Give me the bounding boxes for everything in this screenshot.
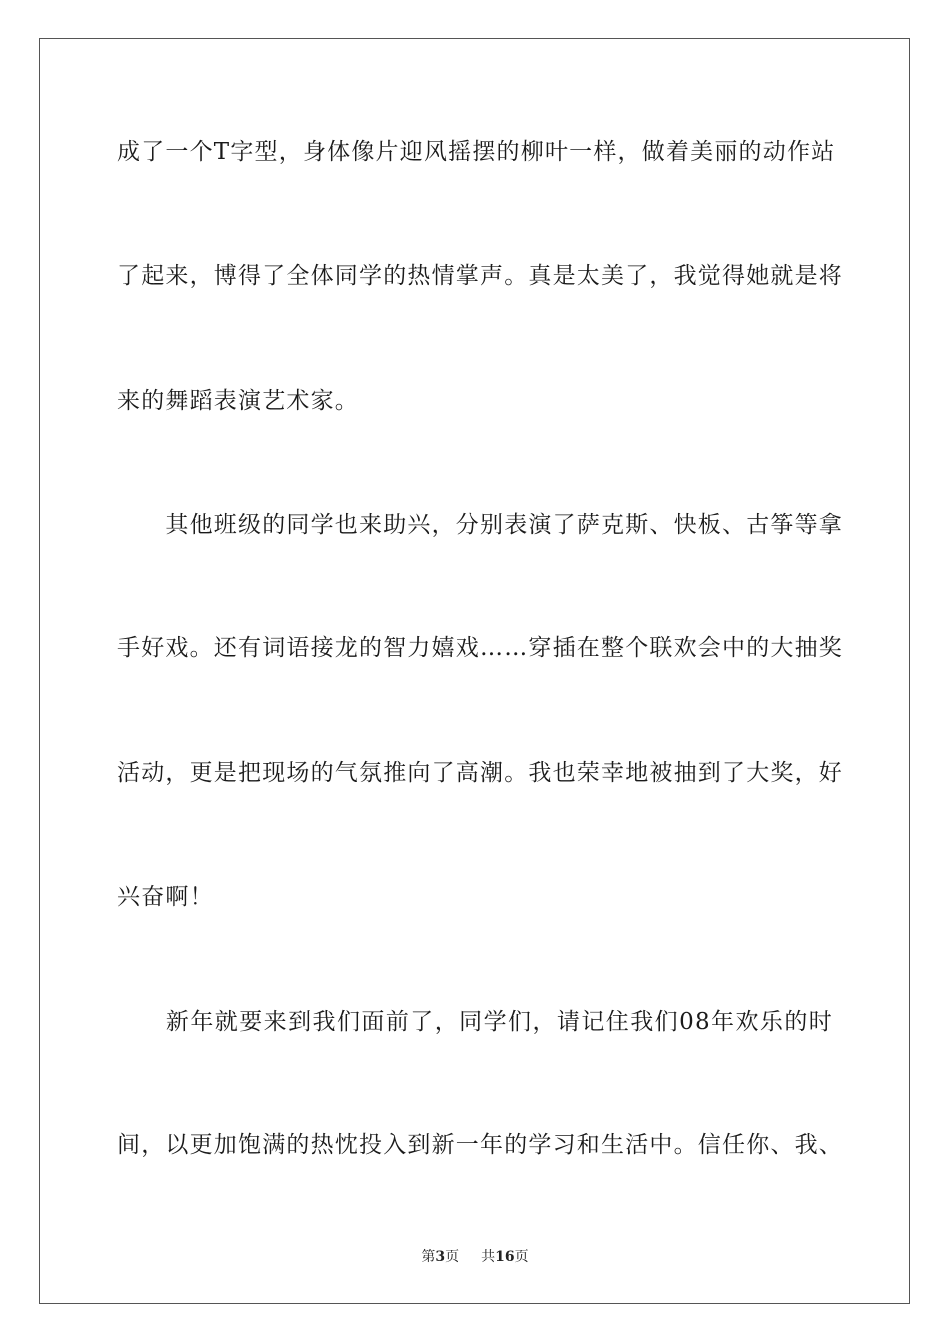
total-pages: 16 <box>495 1249 515 1265</box>
total-prefix: 共 <box>481 1249 496 1265</box>
paragraph-line: 新年就要来到我们面前了，同学们，请记住我们08年欢乐的时 <box>117 1009 833 1035</box>
page-prefix: 第 <box>421 1249 436 1265</box>
paragraph-line: 间，以更加饱满的热忱投入到新一年的学习和生活中。信任你、我、 <box>117 1132 843 1158</box>
page-suffix: 页 <box>445 1249 460 1265</box>
total-suffix: 页 <box>514 1249 529 1265</box>
paragraph-line: 其他班级的同学也来助兴，分别表演了萨克斯、快板、古筝等拿 <box>117 512 843 538</box>
paragraph-line: 手好戏。还有词语接龙的智力嬉戏……穿插在整个联欢会中的大抽奖 <box>117 635 843 661</box>
paragraph-line: 了起来，博得了全体同学的热情掌声。真是太美了，我觉得她就是将 <box>117 263 843 289</box>
paragraph-line: 来的舞蹈表演艺术家。 <box>117 388 359 414</box>
paragraph-line: 兴奋啊！ <box>117 884 214 910</box>
page-frame <box>39 38 910 1304</box>
paragraph-line: 成了一个T字型，身体像片迎风摇摆的柳叶一样，做着美丽的动作站 <box>117 139 836 165</box>
page-footer <box>0 1248 950 1266</box>
page-number: 3 <box>435 1249 446 1265</box>
paragraph-line: 活动，更是把现场的气氛推向了高潮。我也荣幸地被抽到了大奖，好 <box>117 760 843 786</box>
